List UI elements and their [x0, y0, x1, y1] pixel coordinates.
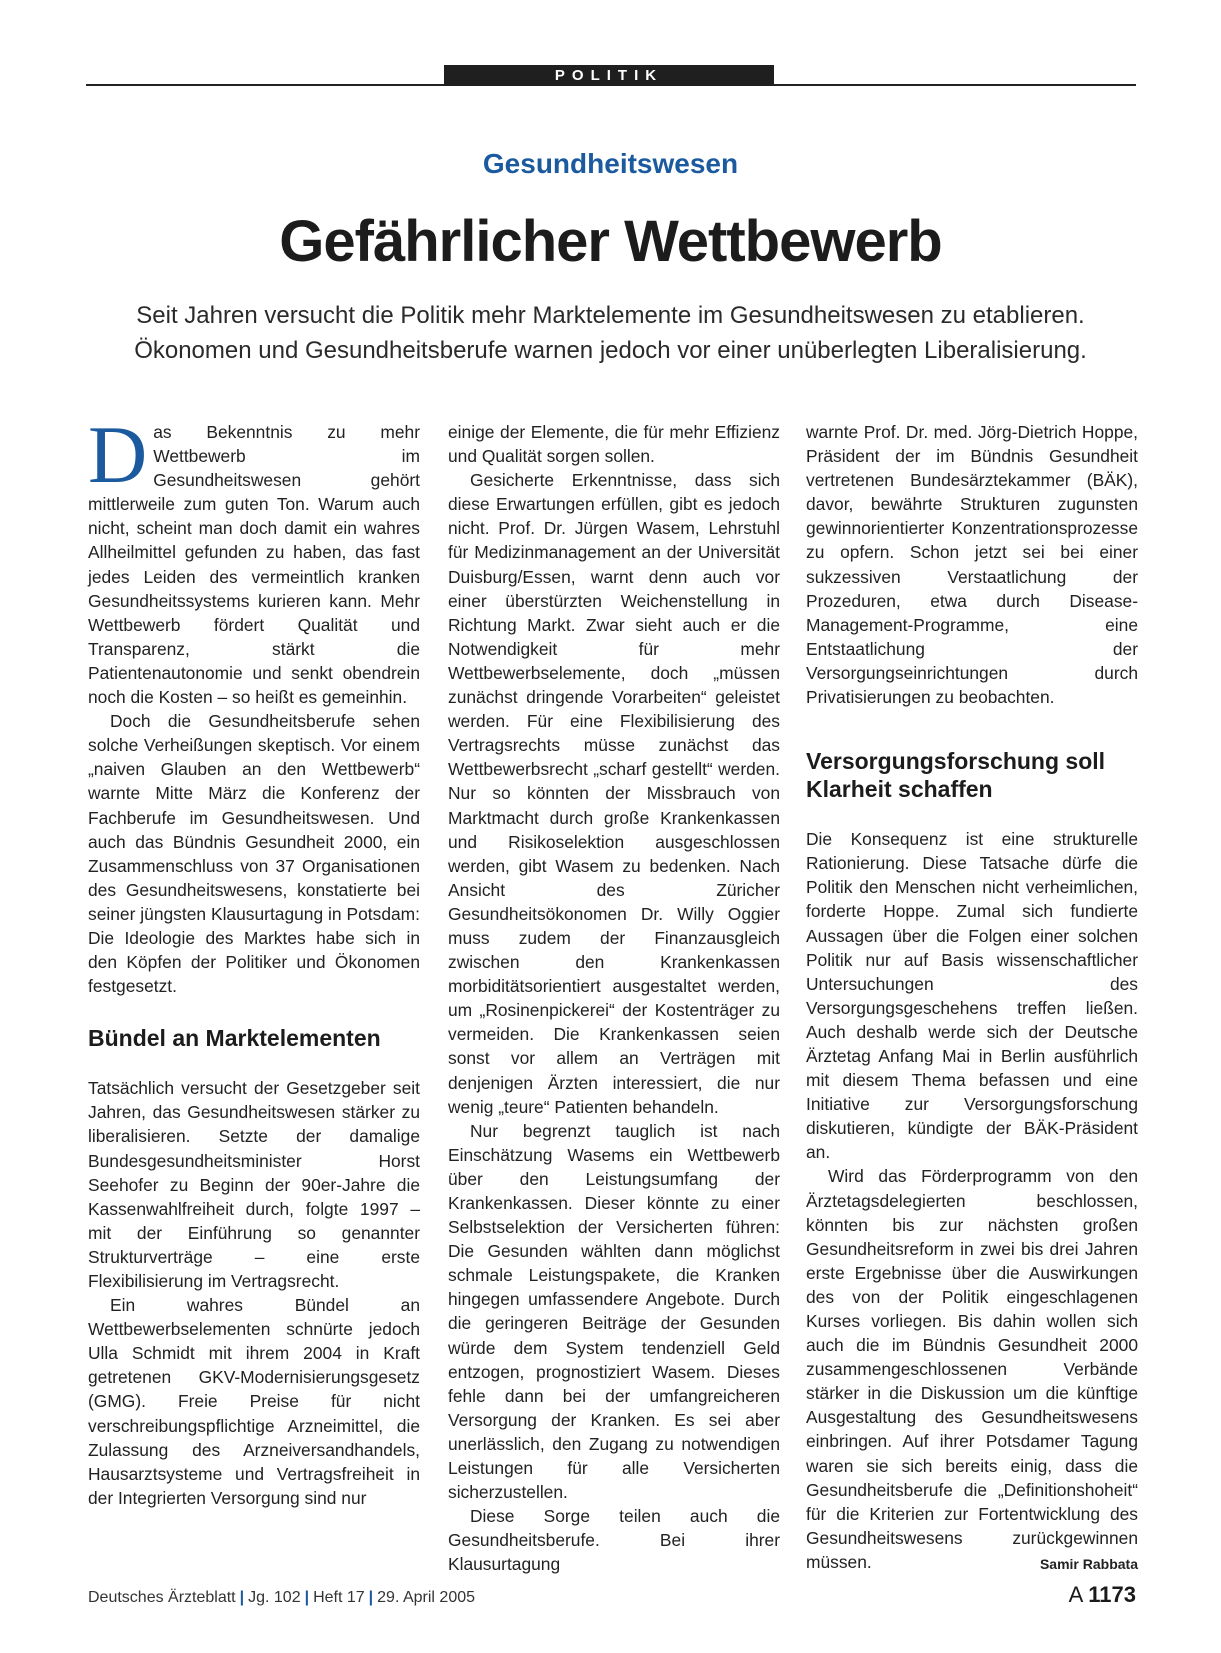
journal-name: Deutsches Ärzteblatt	[88, 1589, 236, 1606]
paragraph-text: Wird das Förderprogramm von den Ärztetagsdelegierten beschlossen, könnten bis zur nächsten großen Gesundheitsreform in zwei bis drei Jahren erste Ergebnisse über die Auswirkungen des von der Politik eingeschlagenen Kurses vorliegen. Bis dahin wollen sich auch die im Bündnis Gesundheit 2000 zusammengeschlossenen Verbände stärker in die Diskussion um die künftige Ausgestaltung des Gesundheitswesens einbringen. Auf ihrer Potsdamer Tagung waren sie sich bereits einig, dass die Gesundheitsberufe die „Definitionshoheit“ für die Kriterien zur Fortentwicklung des Gesundheitswesens zurückgewinnen müssen.	[806, 1166, 1138, 1572]
paragraph: Ein wahres Bündel an Wettbewerbselementen schnürte jedoch Ulla Schmidt mit ihrem 2004 in Kraft getretenen GKV-Modernisierungsgesetz (GMG). Freie Preise für nicht verschreibungspflichtige Arzneimittel, die Zulassung des Arzneiversandhandels, Hausarztsysteme und Vertragsfreiheit in der Integrierten Versorgung sind nur	[88, 1295, 420, 1508]
column-3	[806, 420, 1138, 1576]
issue: Heft 17	[313, 1589, 365, 1606]
paragraph: einige der Elemente, die für mehr Effizienz und Qualität sorgen sollen.	[448, 422, 780, 467]
drop-cap: D	[88, 409, 148, 500]
column-2	[448, 420, 780, 1577]
page-number	[1069, 1582, 1136, 1608]
paragraph: warnte Prof. Dr. med. Jörg-Dietrich Hoppe, Präsident der im Bündnis Gesundheit vertretenen Bundesärztekammer (BÄK), davor, bewährte Strukturen zugunsten gewinnorientierter Konzentrationsprozesse zu opfern. Schon jetzt sei bei einer sukzessiven Verstaatlichung der Prozeduren, etwa durch Disease-Management-Programme, eine Entstaatlichung der Versorgungseinrichtungen durch Privatisierungen zu beobachten.	[806, 422, 1138, 708]
page-number-value: 1173	[1088, 1582, 1136, 1607]
paragraph: Gesicherte Erkenntnisse, dass sich diese Erwartungen erfüllen, gibt es jedoch nicht. Prof. Dr. Jürgen Wasem, Lehrstuhl für Medizinmanagement an der Universität Duisburg/Essen, warnt denn auch vor einer überstürzten Weichenstellung in Richtung Markt. Zwar sieht auch er die Notwendigkeit für mehr Wettbewerbselemente, doch „müssen zunächst dringende Vorarbeiten“ geleistet werden. Für eine Flexibilisierung des Vertragsrechts müsse zunächst das Wettbewerbsrecht „scharf gestellt“ werden. Nur so könnten der Missbrauch von Marktmacht durch große Krankenkassen und Risikoselektion ausgeschlossen werden, gibt Wasem zu bedenken. Nach Ansicht des Züricher Gesundheitsökonomen Dr. Willy Oggier muss zudem der Finanzausgleich zwischen den Krankenkassen morbiditätsorientiert ausgestaltet werden, um „Rosinenpickerei“ der Kostenträger zu vermeiden. Die Krankenkassen seien sonst vor allem an Verträgen mit denjenigen Ärzten interessiert, die nur wenig „teure“ Patienten behandeln.	[448, 470, 780, 1117]
page-prefix: A	[1068, 1582, 1083, 1607]
paragraph: Doch die Gesundheitsberufe sehen solche Verheißungen skeptisch. Vor einem „naiven Glauben an den Wettbewerb“ warnte Mitte März die Konferenz der Fachberufe im Gesundheitswesen. Und auch das Bündnis Gesundheit 2000, ein Zusammenschluss von 37 Organisationen des Gesundheitswesens, konstatierte bei seiner jüngsten Klausurtagung in Potsdam: Die Ideologie des Marktes habe sich in den Köpfen der Politiker und Ökonomen festgesetzt.	[88, 711, 420, 997]
subheading: Bündel an Marktelementen	[88, 1025, 381, 1052]
footer	[88, 1589, 475, 1607]
separator: |	[304, 1589, 310, 1606]
paragraph: Diese Sorge teilen auch die Gesundheitsberufe. Bei ihrer Klausurtagung	[448, 1506, 780, 1575]
paragraph	[806, 1164, 1138, 1574]
author-byline: Samir Rabbata	[1039, 1555, 1138, 1572]
section-label: POLITIK	[444, 65, 774, 86]
kicker: Gesundheitswesen	[482, 148, 739, 179]
paragraph: Die Konsequenz ist eine strukturelle Rationierung. Diese Tatsache dürfe die Politik den Menschen nicht verheimlichen, forderte Hoppe. Zumal sich fundierte Aussagen über die Folgen einer solchen Politik nur auf Basis wissenschaftlicher Untersuchungen des Versorgungsgeschehens treffen ließen. Auch deshalb werde sich der Deutsche Ärztetag Anfang Mai in Berlin ausführlich mit diesem Thema befassen und eine Initiative zur Versorgungsforschung diskutieren, kündigte der BÄK-Präsident an.	[806, 829, 1138, 1163]
paragraph	[88, 409, 420, 709]
subheading: Versorgungsforschung soll Klarheit schaffen	[806, 748, 1106, 803]
lead-paragraph: Seit Jahren versucht die Politik mehr Marktelemente im Gesundheitswesen zu etablieren. Ökonomen und Gesundheitsberufe warnen jedoch vor einer unüberlegten Liberalisierung.	[134, 302, 1087, 364]
date: 29. April 2005	[377, 1589, 476, 1606]
column-1	[88, 409, 420, 1510]
separator: |	[368, 1589, 374, 1606]
paragraph: Tatsächlich versucht der Gesetzgeber seit Jahren, das Gesundheitswesen stärker zu liberalisieren. Setzte der damalige Bundesgesundheitsminister Horst Seehofer zu Beginn der 90er-Jahre die Kassenwahlfreiheit durch, folgte 1997 – mit der Einführung so genannter Strukturverträge – eine erste Flexibilisierung im Vertragsrecht.	[88, 1078, 420, 1291]
paragraph-text: as Bekenntnis zu mehr Wettbewerb im Gesundheitswesen gehört mittlerweile zum guten Ton. Warum auch nicht, scheint man doch damit ein wahres Allheilmittel gefunden zu haben, das fast jedes Leiden des vermeintlich kranken Gesundheitssystems kurieren kann. Mehr Wettbewerb fördert Qualität und Transparenz, stärkt die Patientenautonomie und senkt obendrein noch die Kosten – so heißt es gemeinhin.	[88, 422, 420, 708]
paragraph: Nur begrenzt tauglich ist nach Einschätzung Wasems ein Wettbewerb über den Leistungsumfang der Krankenkassen. Dieser könnte zu einer Selbstselektion der Versicherten führen: Die Gesunden wählten dann möglichst schmale Leistungspakete, die Kranken hingegen umfassendere Angebote. Durch die geringeren Beiträge der Gesunden würde dem System tendenziell Geld entzogen, prognostiziert Wasem. Dieses fehle dann bei der umfangreicheren Versorgung der Kranken. Es sei aber unerlässlich, den Zugang zu notwendigen Leistungen für alle Versicherten sicherzustellen.	[448, 1120, 780, 1503]
volume: Jg. 102	[248, 1589, 301, 1606]
separator: |	[239, 1589, 245, 1606]
headline: Gefährlicher Wettbewerb	[279, 209, 942, 274]
